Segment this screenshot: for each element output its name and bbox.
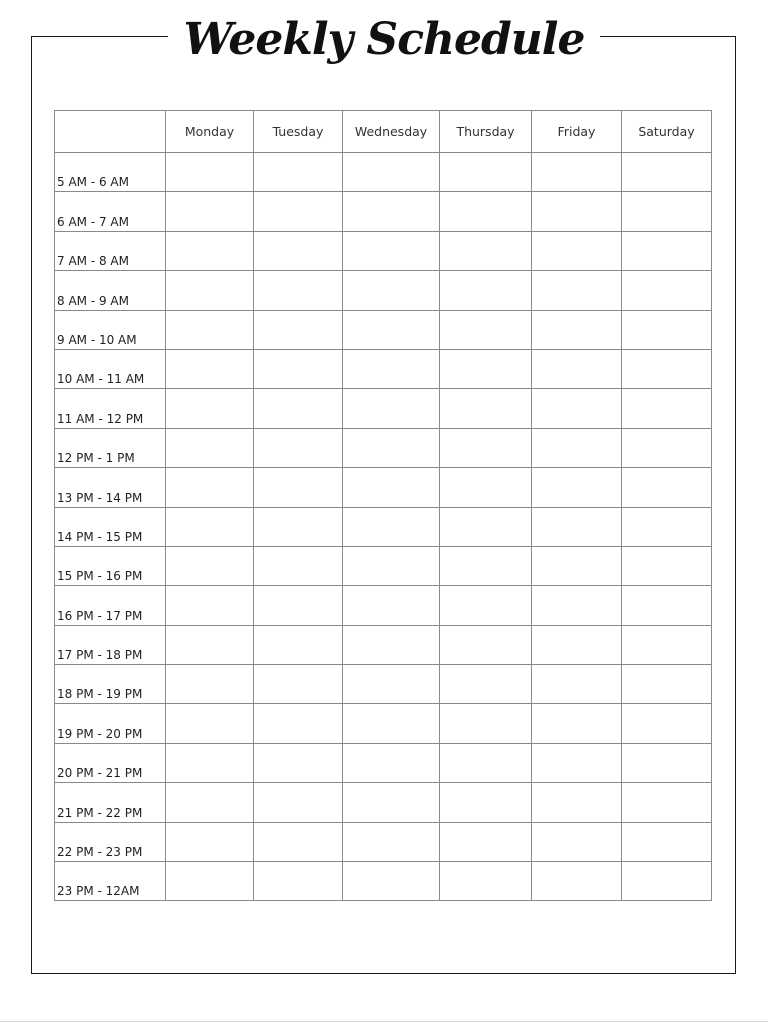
time-slot-label: 15 PM - 16 PM bbox=[55, 546, 166, 585]
schedule-cell bbox=[532, 586, 622, 625]
time-slot-label: 10 AM - 11 AM bbox=[55, 349, 166, 388]
schedule-cell bbox=[254, 310, 343, 349]
day-header: Friday bbox=[532, 111, 622, 153]
schedule-cell bbox=[343, 743, 440, 782]
schedule-cell bbox=[440, 822, 532, 861]
time-slot-label: 18 PM - 19 PM bbox=[55, 665, 166, 704]
time-row bbox=[55, 625, 712, 664]
time-row bbox=[55, 428, 712, 467]
schedule-cell bbox=[440, 153, 532, 192]
time-slot-label: 19 PM - 20 PM bbox=[55, 704, 166, 743]
schedule-cell bbox=[166, 271, 254, 310]
header-row bbox=[55, 111, 712, 153]
corner-cell bbox=[55, 111, 166, 153]
time-row bbox=[55, 822, 712, 861]
schedule-cell bbox=[343, 507, 440, 546]
schedule-cell bbox=[343, 822, 440, 861]
bottom-divider bbox=[0, 1021, 768, 1022]
schedule-cell bbox=[622, 783, 712, 822]
time-slot-label: 11 AM - 12 PM bbox=[55, 389, 166, 428]
day-header: Tuesday bbox=[254, 111, 343, 153]
schedule-cell bbox=[254, 468, 343, 507]
time-row bbox=[55, 665, 712, 704]
time-slot-label: 17 PM - 18 PM bbox=[55, 625, 166, 664]
schedule-cell bbox=[440, 586, 532, 625]
schedule-cell bbox=[166, 586, 254, 625]
schedule-cell bbox=[343, 428, 440, 467]
schedule-cell bbox=[532, 822, 622, 861]
schedule-cell bbox=[532, 153, 622, 192]
schedule-cell bbox=[532, 507, 622, 546]
schedule-cell bbox=[532, 704, 622, 743]
schedule-cell bbox=[166, 428, 254, 467]
schedule-cell bbox=[166, 231, 254, 270]
schedule-cell bbox=[622, 546, 712, 585]
time-row bbox=[55, 586, 712, 625]
schedule-cell bbox=[166, 665, 254, 704]
schedule-cell bbox=[440, 468, 532, 507]
schedule-cell bbox=[622, 665, 712, 704]
schedule-cell bbox=[166, 625, 254, 664]
day-header: Thursday bbox=[440, 111, 532, 153]
schedule-cell bbox=[254, 822, 343, 861]
time-row bbox=[55, 546, 712, 585]
time-row bbox=[55, 862, 712, 901]
schedule-cell bbox=[254, 389, 343, 428]
time-row bbox=[55, 349, 712, 388]
schedule-cell bbox=[343, 389, 440, 428]
schedule-cell bbox=[343, 546, 440, 585]
schedule-cell bbox=[343, 192, 440, 231]
schedule-cell bbox=[254, 704, 343, 743]
schedule-cell bbox=[440, 428, 532, 467]
time-row bbox=[55, 704, 712, 743]
schedule-cell bbox=[254, 349, 343, 388]
schedule-cell bbox=[622, 231, 712, 270]
time-row bbox=[55, 271, 712, 310]
schedule-cell bbox=[532, 862, 622, 901]
schedule-cell bbox=[254, 192, 343, 231]
schedule-cell bbox=[622, 153, 712, 192]
schedule-cell bbox=[622, 704, 712, 743]
time-slot-label: 21 PM - 22 PM bbox=[55, 783, 166, 822]
schedule-cell bbox=[440, 349, 532, 388]
schedule-cell bbox=[254, 862, 343, 901]
page-title: Weekly Schedule bbox=[168, 8, 601, 72]
time-row bbox=[55, 743, 712, 782]
schedule-cell bbox=[343, 625, 440, 664]
time-slot-label: 23 PM - 12AM bbox=[55, 862, 166, 901]
schedule-cell bbox=[166, 783, 254, 822]
schedule-cell bbox=[440, 389, 532, 428]
schedule-cell bbox=[343, 349, 440, 388]
schedule-cell bbox=[622, 586, 712, 625]
time-slot-label: 6 AM - 7 AM bbox=[55, 192, 166, 231]
time-row bbox=[55, 783, 712, 822]
schedule-cell bbox=[440, 743, 532, 782]
schedule-cell bbox=[440, 310, 532, 349]
schedule-table bbox=[54, 110, 712, 901]
time-slot-label: 22 PM - 23 PM bbox=[55, 822, 166, 861]
schedule-cell bbox=[622, 822, 712, 861]
schedule-cell bbox=[622, 468, 712, 507]
schedule-cell bbox=[532, 310, 622, 349]
schedule-cell bbox=[166, 704, 254, 743]
schedule-cell bbox=[254, 546, 343, 585]
schedule-cell bbox=[532, 349, 622, 388]
time-row bbox=[55, 468, 712, 507]
schedule-cell bbox=[166, 310, 254, 349]
schedule-cell bbox=[166, 349, 254, 388]
time-slot-label: 20 PM - 21 PM bbox=[55, 743, 166, 782]
schedule-cell bbox=[532, 271, 622, 310]
schedule-cell bbox=[622, 625, 712, 664]
schedule-cell bbox=[622, 349, 712, 388]
schedule-cell bbox=[622, 192, 712, 231]
schedule-body bbox=[55, 153, 712, 901]
time-slot-label: 16 PM - 17 PM bbox=[55, 586, 166, 625]
schedule-cell bbox=[440, 862, 532, 901]
time-slot-label: 14 PM - 15 PM bbox=[55, 507, 166, 546]
time-slot-label: 5 AM - 6 AM bbox=[55, 153, 166, 192]
schedule-cell bbox=[166, 192, 254, 231]
time-slot-label: 8 AM - 9 AM bbox=[55, 271, 166, 310]
schedule-cell bbox=[343, 586, 440, 625]
schedule-cell bbox=[166, 546, 254, 585]
schedule-cell bbox=[343, 704, 440, 743]
schedule-cell bbox=[532, 743, 622, 782]
time-row bbox=[55, 389, 712, 428]
schedule-cell bbox=[166, 822, 254, 861]
time-slot-label: 9 AM - 10 AM bbox=[55, 310, 166, 349]
time-row bbox=[55, 153, 712, 192]
schedule-cell bbox=[254, 586, 343, 625]
schedule-cell bbox=[254, 271, 343, 310]
schedule-cell bbox=[254, 625, 343, 664]
schedule-cell bbox=[532, 625, 622, 664]
schedule-cell bbox=[622, 862, 712, 901]
time-row bbox=[55, 231, 712, 270]
schedule-cell bbox=[440, 271, 532, 310]
schedule-cell bbox=[440, 231, 532, 270]
schedule-cell bbox=[343, 665, 440, 704]
schedule-cell bbox=[440, 704, 532, 743]
schedule-cell bbox=[622, 428, 712, 467]
schedule-cell bbox=[254, 783, 343, 822]
schedule-cell bbox=[532, 192, 622, 231]
time-slot-label: 7 AM - 8 AM bbox=[55, 231, 166, 270]
time-slot-label: 12 PM - 1 PM bbox=[55, 428, 166, 467]
time-row bbox=[55, 310, 712, 349]
time-slot-label: 13 PM - 14 PM bbox=[55, 468, 166, 507]
schedule-cell bbox=[254, 153, 343, 192]
schedule-cell bbox=[166, 507, 254, 546]
schedule-cell bbox=[254, 231, 343, 270]
day-header: Saturday bbox=[622, 111, 712, 153]
schedule-cell bbox=[166, 389, 254, 428]
schedule-cell bbox=[343, 231, 440, 270]
schedule-cell bbox=[532, 665, 622, 704]
schedule-cell bbox=[343, 862, 440, 901]
schedule-cell bbox=[343, 271, 440, 310]
time-row bbox=[55, 192, 712, 231]
schedule-cell bbox=[622, 271, 712, 310]
schedule-cell bbox=[622, 310, 712, 349]
schedule-cell bbox=[440, 665, 532, 704]
schedule-cell bbox=[254, 743, 343, 782]
schedule-cell bbox=[254, 665, 343, 704]
schedule-cell bbox=[532, 546, 622, 585]
schedule-cell bbox=[254, 428, 343, 467]
day-header: Wednesday bbox=[343, 111, 440, 153]
time-row bbox=[55, 507, 712, 546]
schedule-cell bbox=[343, 153, 440, 192]
schedule-cell bbox=[166, 743, 254, 782]
schedule-cell bbox=[440, 783, 532, 822]
schedule-cell bbox=[166, 153, 254, 192]
schedule-cell bbox=[343, 310, 440, 349]
schedule-cell bbox=[440, 546, 532, 585]
schedule-cell bbox=[532, 468, 622, 507]
schedule-cell bbox=[622, 743, 712, 782]
schedule-cell bbox=[254, 507, 343, 546]
schedule-cell bbox=[532, 389, 622, 428]
schedule-cell bbox=[166, 862, 254, 901]
schedule-cell bbox=[622, 507, 712, 546]
schedule-cell bbox=[440, 192, 532, 231]
schedule-cell bbox=[532, 428, 622, 467]
schedule-cell bbox=[622, 389, 712, 428]
schedule-cell bbox=[343, 468, 440, 507]
schedule-cell bbox=[532, 231, 622, 270]
schedule-cell bbox=[532, 783, 622, 822]
schedule-cell bbox=[166, 468, 254, 507]
schedule-cell bbox=[440, 507, 532, 546]
day-header: Monday bbox=[166, 111, 254, 153]
schedule-cell bbox=[440, 625, 532, 664]
schedule-cell bbox=[343, 783, 440, 822]
